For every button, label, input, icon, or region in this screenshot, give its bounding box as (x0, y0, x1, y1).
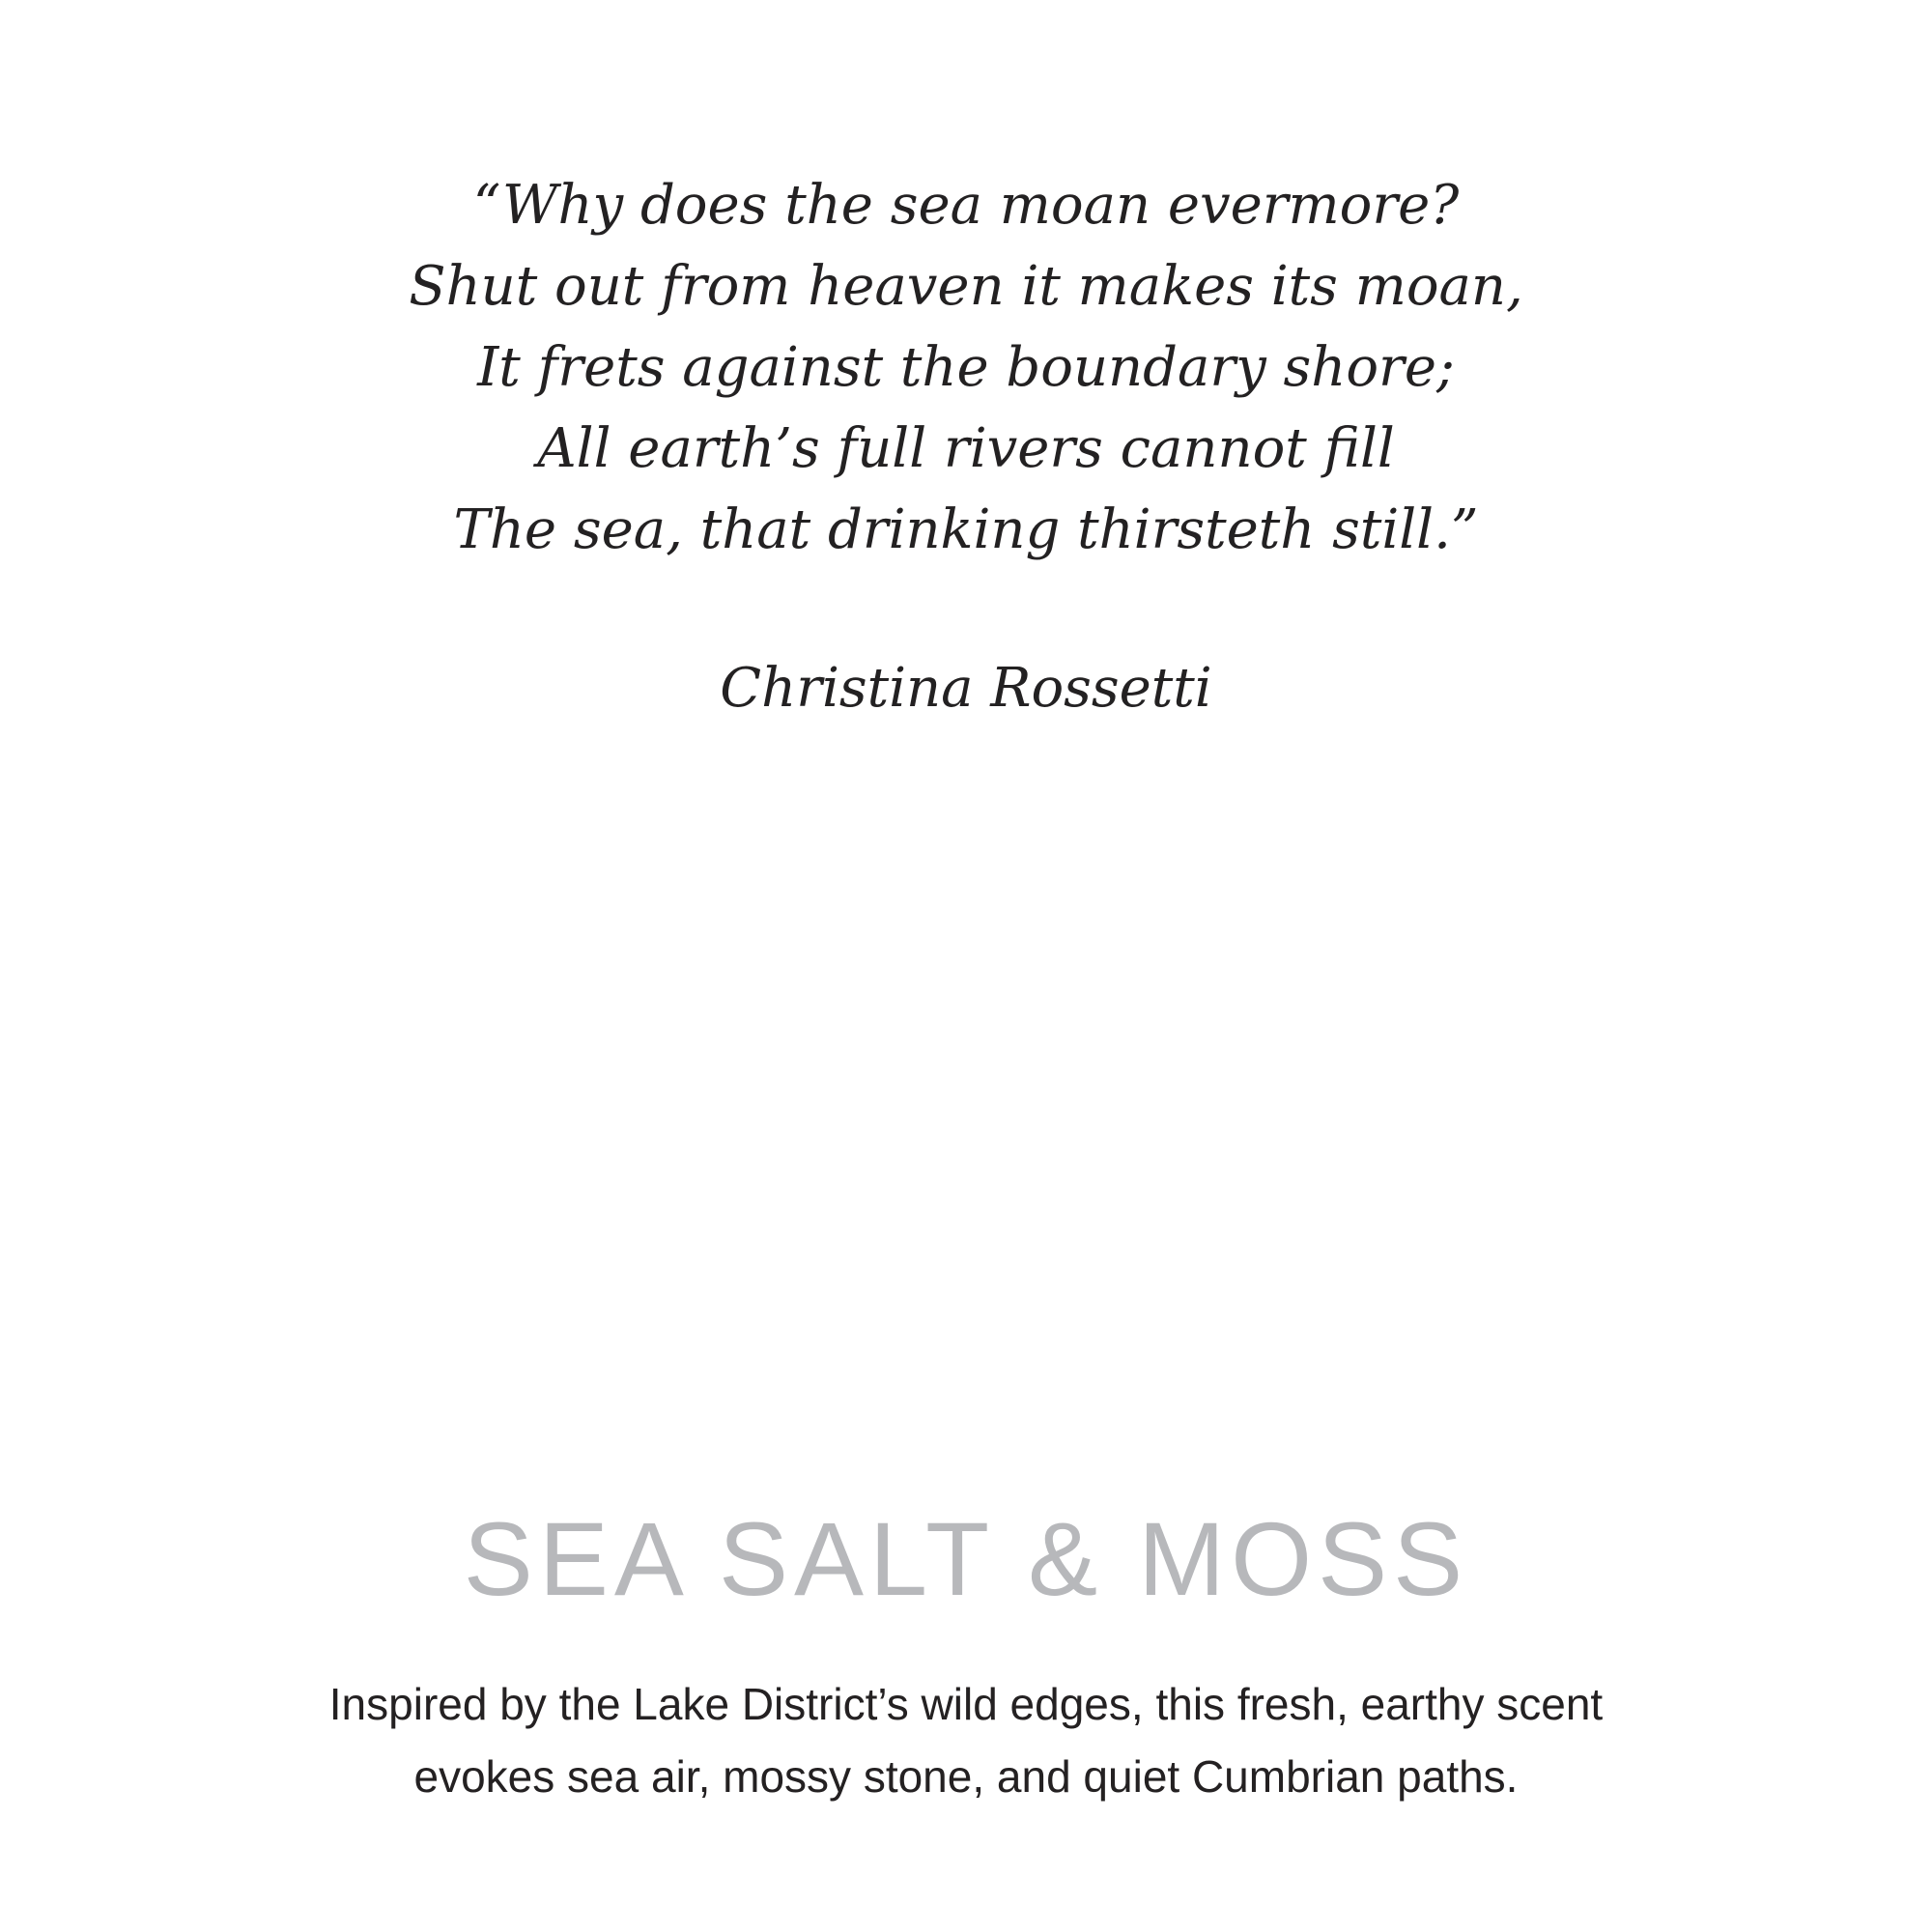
poem-quote (0, 165, 1932, 571)
product-description-line-1: Inspired by the Lake District’s wild edges, this fresh, earthy scent (328, 1679, 1604, 1729)
poem-line-4: All earth’s full rivers cannot fill (537, 417, 1395, 480)
poem-line-5: The sea, that drinking thirsteth still.” (453, 498, 1479, 561)
poem-line-3: It frets against the boundary shore; (477, 336, 1455, 399)
product-description (0, 1668, 1932, 1813)
poem-author: Christina Rossetti (720, 657, 1212, 720)
poem-line-2: Shut out from heaven it makes its moan, (409, 255, 1523, 318)
poem-line-1: “Why does the sea moan evermore? (472, 174, 1460, 237)
product-name: SEA SALT & MOSS (463, 1500, 1469, 1617)
product-description-line-2: evokes sea air, mossy stone, and quiet Cumbrian paths. (413, 1751, 1519, 1802)
